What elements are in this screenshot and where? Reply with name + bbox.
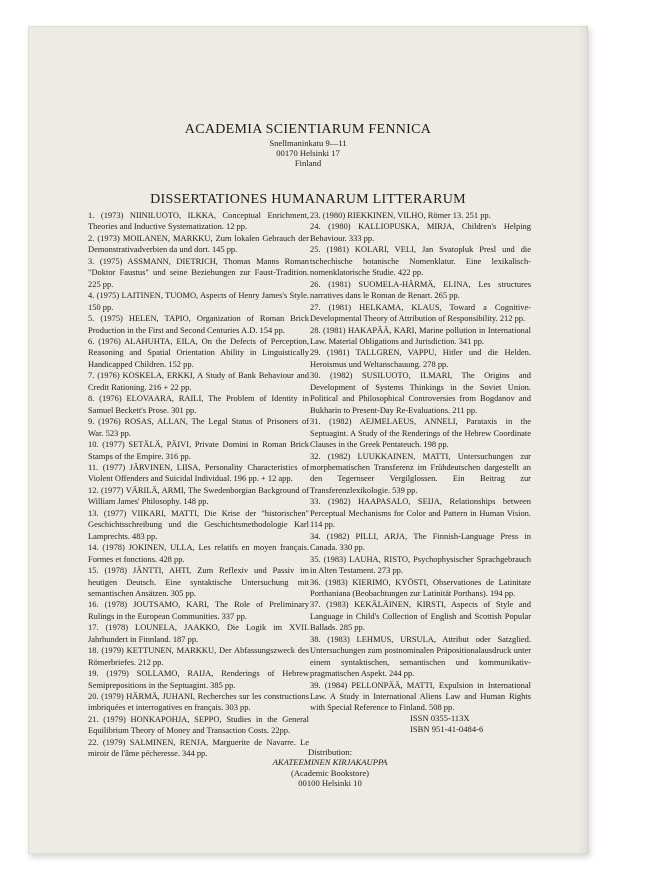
publication-entry: 30. (1982) SUSILUOTO, ILMARI, The Origins and Development of Systems Thinkings in the Soviet Union. Political and Philosophical Controversies from Bogdanov and Bukharin to Present-Day Re-Evaluations. 211 pp.	[310, 370, 531, 415]
publication-entry: 38. (1983) LEHMUS, URSULA, Attribut oder Satzglied. Untersuchungen zum postnominalen Präpositionalausdruck unter einem syntaktischen, semantischen und kommunikativ-pragmatischen Aspekt. 244 pp.	[310, 633, 531, 679]
publication-entry: 16. (1978) JOUTSAMO, KARI, The Role of Preliminary Rulings in the European Communities. 337 pp.	[88, 599, 309, 621]
publication-entry: 26. (1981) SUOMELA-HÄRMÄ, ELINA, Les structures narratives dans le Roman de Renart. 265 pp.	[310, 278, 531, 301]
publication-entry: 18. (1979) KETTUNEN, MARKKU, Der Abfassungszweck des Römerbriefes. 212 pp.	[88, 645, 309, 667]
publication-entry: 2. (1973) MOILANEN, MARKKU, Zum lokalen Gebrauch der Demonstrativadverbien da und dort. 145 pp.	[88, 232, 309, 255]
publication-entry: 9. (1976) ROSAS, ALLAN, The Legal Status of Prisoners of War. 523 pp.	[88, 416, 309, 438]
publication-entry: 1. (1973) NIINILUOTO, ILKKA, Conceptual Enrichment, Theories and Inductive Systematization. 12 pp.	[88, 210, 309, 232]
publication-entry: 20. (1979) HÄRMÄ, JUHANI, Recherches sur les constructions imbriquées et interrogatives en français. 303 pp.	[88, 691, 309, 713]
publication-entry: 37. (1983) KEKÄLÄINEN, KIRSTI, Aspects of Style and Language in Child's Collection of English and Scottish Popular Ballads. 285 pp.	[310, 599, 531, 633]
publication-entry: 5. (1975) HELEN, TAPIO, Organization of Roman Brick Production in the First and Second Centuries A.D. 154 pp.	[88, 313, 309, 335]
publication-entry: 8. (1976) ELOVAARA, RAILI, The Problem of Identity in Samuel Beckett's Prose. 301 pp.	[88, 393, 309, 415]
publication-entry: 27. (1981) HELKAMA, KLAUS, Toward a Cognitive-Developmental Theory of Attribution of Responsibility. 212 pp.	[310, 301, 531, 324]
distributor-subtitle: (Academic Bookstore)	[290, 767, 370, 778]
publication-entry: 4. (1975) LAITINEN, TUOMO, Aspects of Henry James's Style. 150 pp.	[88, 290, 309, 312]
publication-entry: 31. (1982) AEJMELAEUS, ANNELI, Parataxis in the Septuagint. A Study of the Renderings of the Hebrew Coordinate Clauses in the Greek Pentateuch. 198 pp.	[310, 416, 531, 450]
publication-entry: 19. (1979) SOLLAMO, RAIJA, Renderings of Hebrew Semiprepositions in the Septuagint. 385 pp.	[88, 668, 309, 690]
publication-entry: 34. (1982) PILLI, ARJA, The Finnish-Language Press in Canada. 330 pp.	[310, 530, 531, 553]
publication-entry: 35. (1983) LAUHA, RISTO, Psychophysischer Sprachgebrauch in Alten Testament. 273 pp.	[310, 553, 531, 576]
publication-entry: 25. (1981) KOLARI, VELI, Jan Svatopluk Presl und die tschechische botanische Nomenklatur. Eine lexikalisch-nomenklatorische Studie. 422 pp.	[310, 244, 531, 278]
publication-entry: 36. (1983) KIERIMO, KYÖSTI, Observationes de Latinitate Porthaniana (Beobachtungen zur Latinität Porthans). 194 pp.	[310, 576, 531, 598]
publication-entry: 32. (1982) LUUKKAINEN, MATTI, Untersuchungen zur morphematischen Transferenz im Frühdeutschen dargestellt an den Tegernseer Vergilglossen. Ein Beitrag zur Transferenzlexikologie. 539 pp.	[310, 450, 531, 495]
publication-entry: 39. (1984) PELLONPÄÄ, MATTI, Expulsion in International Law. A Study in International Aliens Law and Human Rights with Special Reference to Finland. 508 pp.	[310, 679, 531, 713]
distribution-block	[0, 747, 660, 789]
publication-entry: 17. (1978) LOUNELA, JAAKKO, Die Logik im XVII. Jahrhundert in Finnland. 187 pp.	[88, 622, 309, 644]
publication-entry: 22. (1979) SALMINEN, RENJA, Marguerite de Navarre. Le miroir de l'âme pécheresse. 344 pp.	[88, 736, 309, 759]
isbn-number: ISBN 951-41-0484-6	[410, 724, 484, 735]
publication-entry: 33. (1982) HAAPASALO, SEIJA, Relationships between Perceptual Mechanisms for Color and Pattern in Human Vision. 114 pp.	[310, 496, 531, 530]
series-title: DISSERTATIONES HUMANARUM LITTERARUM	[150, 192, 466, 207]
distribution-label: Distribution:	[308, 747, 352, 757]
publication-list-right-column	[310, 210, 531, 714]
identifier-block	[410, 713, 483, 735]
publication-entry: 12. (1977) VÄRILÄ, ARMI, The Swedenborgian Background of William James' Philosophy. 148 pp.	[88, 484, 309, 507]
publication-entry: 3. (1975) ASSMANN, DIETRICH, Thomas Manns Roman "Doktor Faustus" und seine Beziehungen zur Faust-Tradition. 225 pp.	[88, 255, 309, 289]
publication-entry: 15. (1978) JÄNTTI, AHTI, Zum Reflexiv und Passiv im heutigen Deutsch. Eine syntaktische Untersuchung mit semantischen Ansätzen. 305 pp.	[88, 565, 309, 598]
publication-entry: 24. (1980) KALLIOPUSKA, MIRJA, Children's Helping Behaviour. 333 pp.	[310, 221, 531, 243]
distributor-address: 00100 Helsinki 10	[298, 778, 362, 789]
publication-entry: 10. (1977) SETÄLÄ, PÄIVI, Private Domini in Roman Brick Stamps of the Empire. 316 pp.	[88, 439, 309, 461]
publisher-block	[28, 122, 588, 168]
publication-entry: 23. (1980) RIEKKINEN, VILHO, Römer 13. 251 pp.	[310, 210, 491, 220]
publication-entry: 7. (1976) KOSKELA, ERKKI, A Study of Bank Behaviour and Credit Rationing. 216 + 22 pp.	[88, 370, 309, 392]
publisher-name: ACADEMIA SCIENTIARUM FENNICA	[184, 122, 432, 137]
issn-number: ISSN 0355-113X	[410, 713, 470, 723]
publication-entry: 29. (1981) TALLGREN, VAPPU, Hitler und die Helden. Heroismus und Weltanschauung. 278 pp.	[310, 347, 531, 369]
publication-list-left-column	[88, 210, 309, 760]
publication-entry: 13. (1977) VIIKARI, MATTI, Die Krise der "historischen" Geschichtsschreibung und die Geschichtsmethodologie Karl Lamprechts. 483 pp.	[88, 507, 309, 541]
publication-entry: 11. (1977) JÄRVINEN, LIISA, Personality Characteristics of Violent Offenders and Suicidal Individual. 196 pp. + 12 app.	[88, 461, 309, 484]
publication-entry: 28. (1981) HAKAPÄÄ, KARI, Marine pollution in International Law. Material Obligations and Jurisdiction. 341 pp.	[310, 324, 531, 346]
publisher-address-line: Snellmaninkatu 9—11	[269, 138, 347, 148]
publication-entry: 14. (1978) JOKINEN, ULLA, Les relatifs en moyen français. Formes et fonctions. 428 pp.	[88, 542, 309, 564]
publisher-address-line: 00170 Helsinki 17	[276, 148, 340, 158]
publication-entry: 6. (1976) ALAHUHTA, EILA, On the Defects of Perception, Reasoning and Spatial Orientation Ability in Linguistically Handicapped Children. 152 pp.	[88, 335, 309, 369]
publication-entry: 21. (1979) HONKAPOHJA, SEPPO, Studies in the General Equilibrium Theory of Money and Transaction Costs. 22pp.	[88, 713, 309, 736]
distributor-name: AKATEEMINEN KIRJAKAUPPA	[272, 757, 388, 768]
publisher-address-line: Finland	[294, 158, 322, 168]
